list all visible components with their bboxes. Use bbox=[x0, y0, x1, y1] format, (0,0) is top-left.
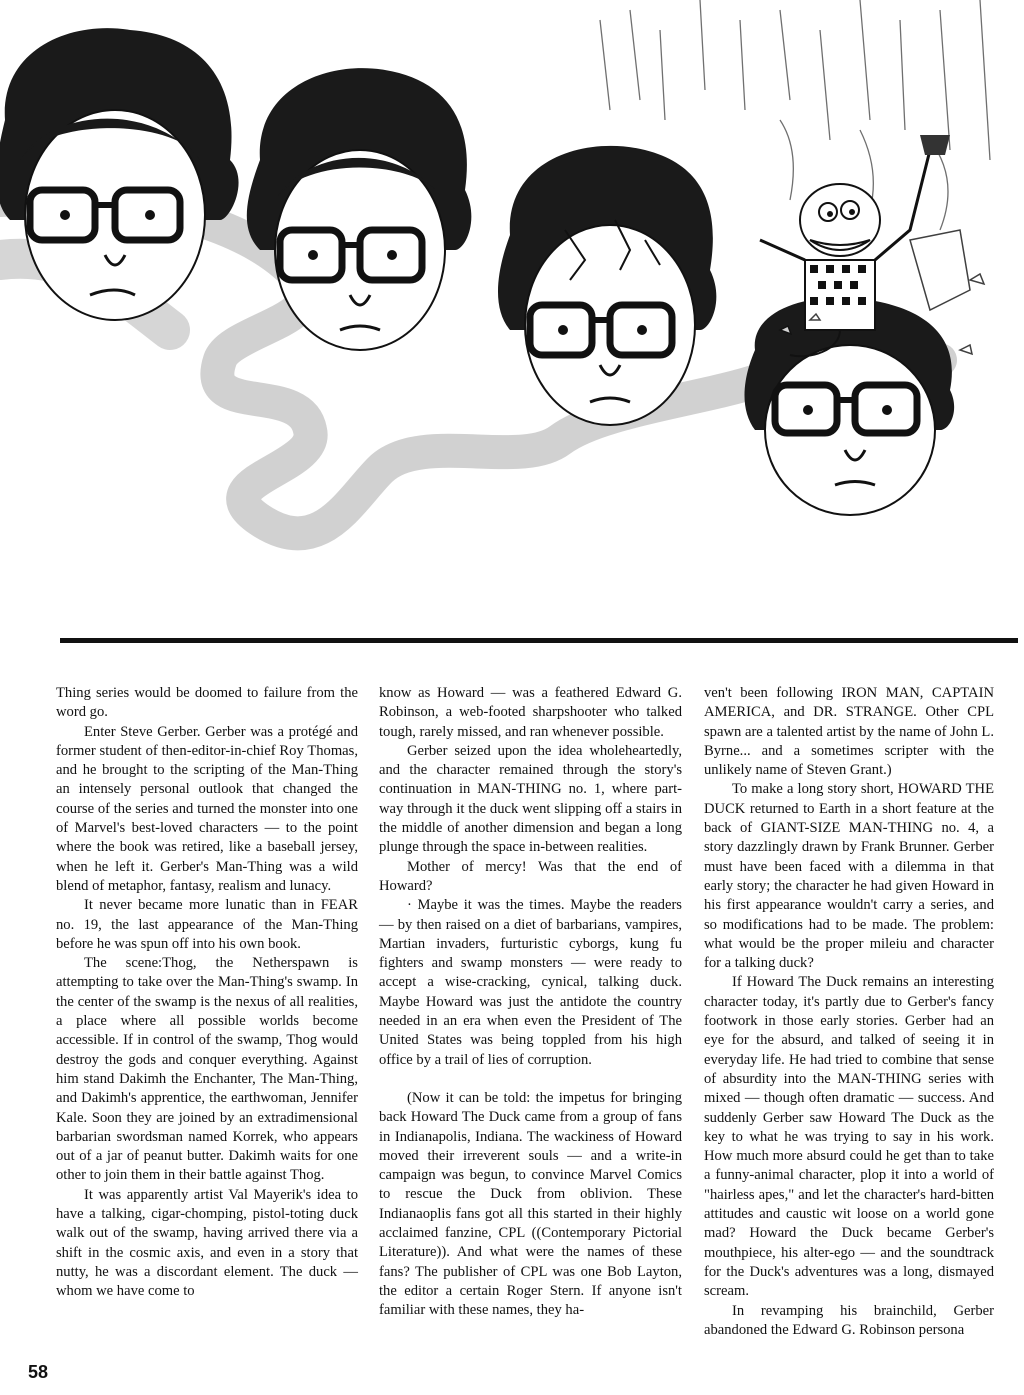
paragraph: Thing series would be doomed to failure from the word go. bbox=[56, 685, 358, 721]
paragraph: ven't been following IRON MAN, CAPTAIN AMERICA, and DR. STRANGE. Other CPL spawn are a talented artist by the name of John L. Byrne... and a sometimes scripter with the unlikely name of Steven Grant.) bbox=[704, 685, 994, 779]
paragraph: In revamping his brainchild, Gerber abandoned the Edward G. Robinson persona bbox=[704, 1302, 994, 1338]
gerber-transformation-illustration bbox=[0, 0, 1024, 630]
paragraph: To make a long story short, HOWARD THE DUCK returned to Earth in a short feature at the back of GIANT-SIZE MAN-THING no. 4, a story dazzlingly drawn by Frank Brunner. Gerber must have been faced with a dilemma in that early story; the character he had given Howard in his first appearance wouldn't carry a series, and so modifications had to be made. The problem: what would be the proper mileiu and character for a talking duck? bbox=[704, 781, 994, 972]
paragraph: know as Howard — was a feathered Edward G. Robinson, a web-footed sharpshooter who talked tough, rarely missed, and ran whenever possible. bbox=[379, 685, 682, 740]
paragraph: (Now it can be told: the impetus for bringing back Howard The Duck came from a group of fans in Indianapolis, Indiana. The wackiness of Howard moved their irreverent souls — and a write-in campaign was begun, to convince Marvel Comics to rescue the Duck from oblivion. These Indianaoplis fans got all this started in their highly acclaimed fanzine, CPL ((Contemporary Pictorial Literature)). And what were the names of these fans? The publisher of CPL was one Bob Layton, the editor a certain Roger Stern. If anyone isn't familiar with these names, they ha- bbox=[379, 1089, 682, 1319]
paragraph: Gerber seized upon the idea wholeheartedly, and the character remained through the story's continuation in MAN-THING no. 1, where part-way through it the duck went slipping off a stairs in the middle of another dimension and began a long plunge through the space in-between realities. bbox=[379, 742, 682, 856]
paragraph: It never became more lunatic than in FEAR no. 19, the last appearance of the Man-Thing before he was spun off into his own book. bbox=[56, 897, 358, 952]
paragraph: · Maybe it was the times. Maybe the readers — by then raised on a diet of barbarians, vampires, Martian invaders, furturistic cyborgs, kung fu fighters and swamp monsters — were ready to accept a wise-cracking, cynical, talking duck. Maybe Howard was just the antidote the country needed in an era when even the President of The United States was being toppled from his high office by a trail of lies of corruption. bbox=[379, 897, 682, 1068]
paragraph: If Howard The Duck remains an interesting character today, it's partly due to Gerber's fancy footwork in those early stories. Gerber had an eye for the absurd, and talked of seeing it in everyday life. He had tried to combine that sense of absurdity into the MAN-THING series with mixed — though often dramatic — success. And suddenly Gerber saw Howard The Duck as the key to what he was trying to say in his work. How much more absurd could he get than to take a funny-animal character, plop it into a world of "hairless apes," and let the character's hard-bitten attitudes and caustic wit loose on a world gone mad? Howard the Duck became Gerber's mouthpiece, his alter-ego — and the soundtrack for the Duck's adventures was a long, dismayed scream. bbox=[704, 974, 994, 1300]
section-divider bbox=[60, 638, 1018, 643]
page-number: 58 bbox=[28, 1362, 49, 1382]
paragraph: The scene:Thog, the Netherspawn is attempting to take over the Man-Thing's swamp. In the center of the swamp is the nexus of all realities, a place where all possible worlds become accessible. If in control of the swamp, Thog would destroy the gods and conquer everything. Against him stand Dakimh the Enchanter, The Man-Thing, and Dakimh's apprentice, the earthwoman, Jennifer Kale. Soon they are joined by an extradimensional barbarian swordsman named Korrek, who appears out of a jar of peanut butter. Dakimh waits for one other to join them in their battle against Thog. bbox=[56, 955, 358, 1184]
text-column-2 bbox=[379, 684, 682, 1321]
text-column-3 bbox=[704, 684, 994, 1340]
paragraph: Enter Steve Gerber. Gerber was a protégé and former student of then-editor-in-chief Roy Thomas, and he brought to the scripting of the Man-Thing an intensely personal outlook that changed the course of the series and turned the monster into one of Marvel's best-loved characters — to the point where the book was retired, like a baseball jersey, when he left it. Gerber's Man-Thing was a wild blend of metaphor, fantasy, realism and lunacy. bbox=[56, 723, 358, 894]
text-column-1 bbox=[56, 684, 358, 1302]
paragraph: It was apparently artist Val Mayerik's idea to have a talking, cigar-chomping, pistol-toting duck walk out of the swamp, having arrived there via a shift in the cosmic axis, and even in a story that nutty, he was a discordant element. The duck — whom we have come to bbox=[56, 1186, 358, 1300]
paragraph: Mother of mercy! Was that the end of Howard? bbox=[379, 858, 682, 894]
